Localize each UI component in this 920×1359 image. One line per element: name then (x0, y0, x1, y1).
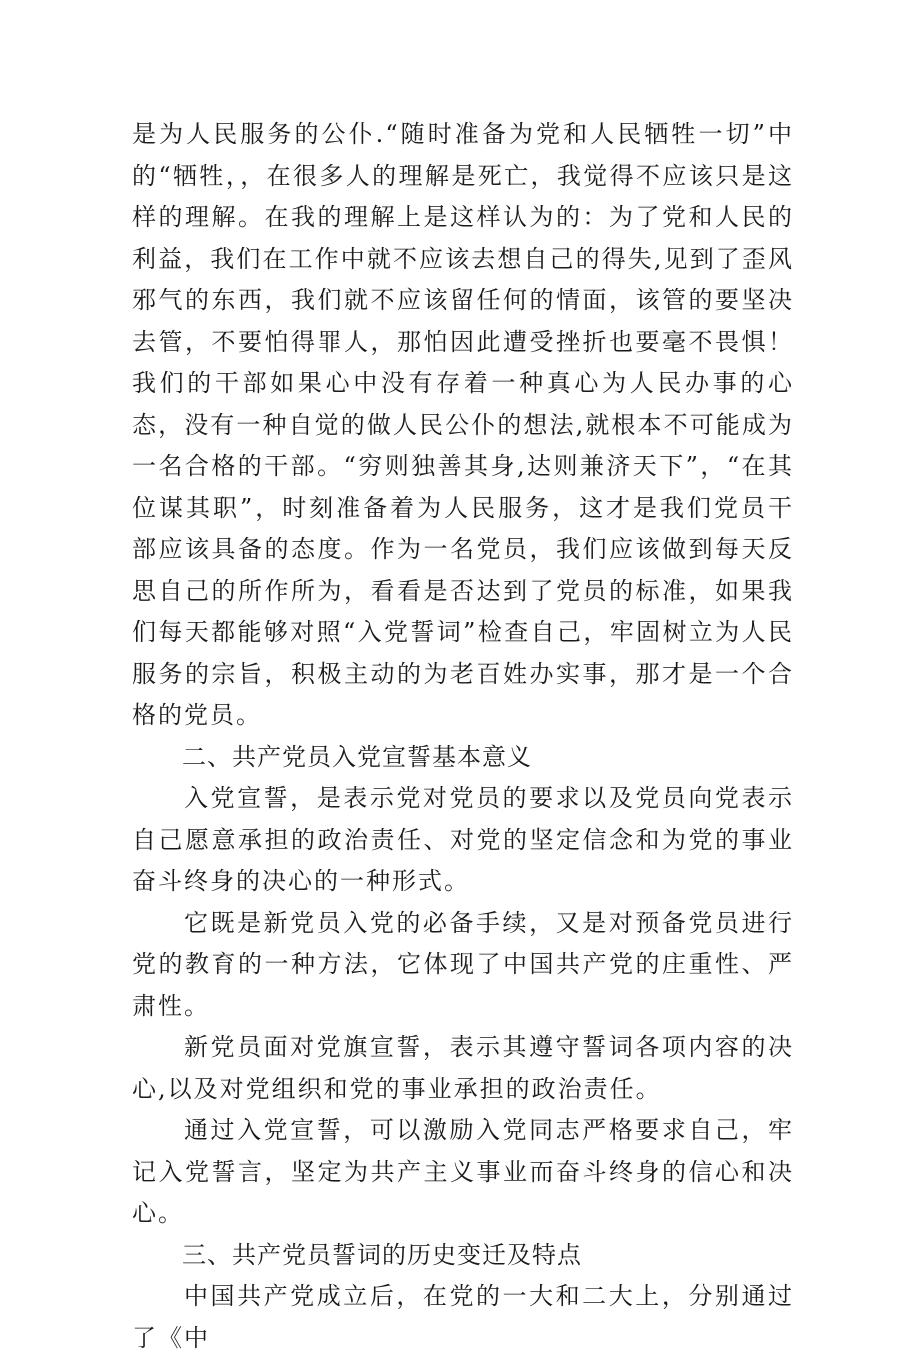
body-paragraph: 入党宣誓，是表示党对党员的要求以及党员向党表示自己愿意承担的政治责任、对党的坚定信念和为党的事业奋斗终身的决心的一种形式。 (132, 784, 794, 895)
body-paragraph: 是为人民服务的公仆.“随时准备为党和人民牺牲一切”中的“牺牲，，在很多人的理解是死亡，我觉得不应该只是这样的理解。在我的理解上是这样认为的：为了党和人民的利益，我们在工作中就不应该去想自己的得失,见到了歪风邪气的东西，我们就不应该留任何的情面，该管的要坚决去管，不要怕得罪人，那怕因此遭受挫折也要毫不畏惧！我们的干部如果心中没有存着一种真心为人民办事的心态，没有一种自觉的做人民公仆的想法,就根本不可能成为一名合格的干部。“穷则独善其身,达则兼济天下”，“在其位谋其职”，时刻准备着为人民服务，这才是我们党员干部应该具备的态度。作为一名党员，我们应该做到每天反思自己的所作所为，看看是否达到了党员的标准，如果我们每天都能够对照“入党誓词”检查自己，牢固树立为人民服务的宗旨，积极主动的为老百姓办实事，那才是一个合格的党员。 (132, 120, 794, 729)
section-heading: 三、共产党员誓词的历史变迁及特点 (182, 1240, 582, 1269)
body-paragraph: 新党员面对党旗宣誓，表示其遵守誓词各项内容的决心,以及对党组织和党的事业承担的政治责任。 (132, 1033, 794, 1103)
body-paragraph: 中国共产党成立后，在党的一大和二大上，分别通过了《中 (132, 1282, 794, 1352)
body-paragraph: 通过入党宣誓，可以激励入党同志严格要求自己，牢记入党誓言，坚定为共产主义事业而奋斗终身的信心和决心。 (132, 1116, 794, 1227)
body-paragraph: 它既是新党员入党的必备手续，又是对预备党员进行党的教育的一种方法，它体现了中国共产党的庄重性、严肃性。 (132, 908, 794, 1020)
document-body (132, 114, 794, 1359)
section-heading: 二、共产党员入党宣誓基本意义 (182, 742, 532, 771)
